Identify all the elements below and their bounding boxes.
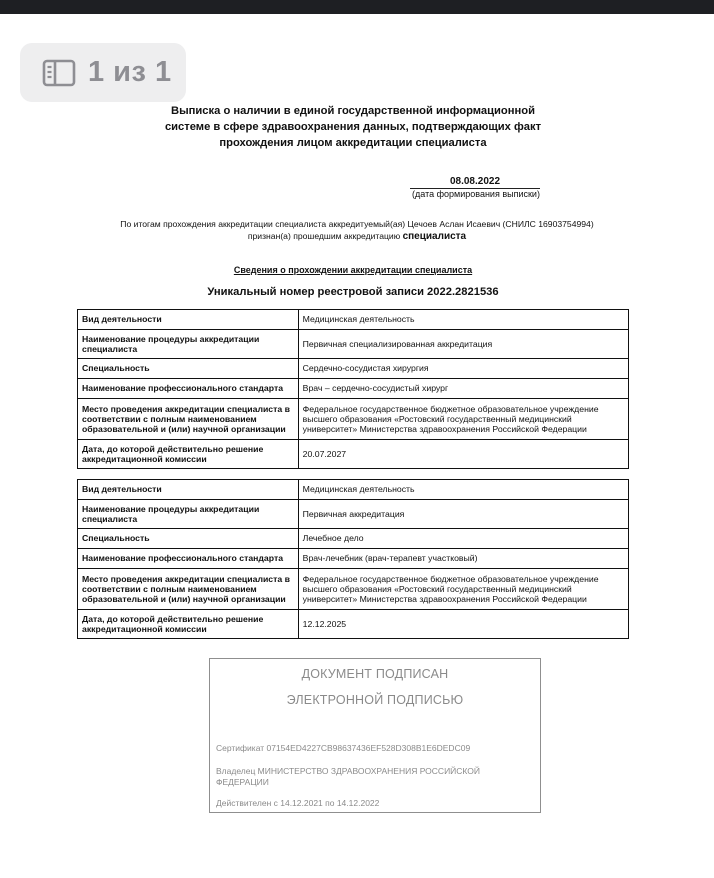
accreditation-table-1 [77, 309, 629, 469]
intro-text [60, 218, 654, 243]
row-value: Первичная аккредитация [298, 500, 628, 529]
row-label: Наименование процедуры аккредитации специалиста [78, 500, 299, 529]
row-label: Вид деятельности [78, 310, 299, 330]
signature-heading-2: ЭЛЕКТРОННОЙ ПОДПИСЬЮ [286, 693, 464, 707]
row-value: Врач-лечебник (врач-терапевт участковый) [298, 549, 628, 569]
row-label: Дата, до которой действительно решение аккредитационной комиссии [78, 610, 299, 639]
table-row [78, 399, 629, 440]
row-label: Наименование профессионального стандарта [78, 549, 299, 569]
row-value: Медицинская деятельность [298, 310, 628, 330]
title-line: системе в сфере здравоохранения данных, подтверждающих факт [164, 121, 542, 133]
row-value: Федеральное государственное бюджетное образовательное учреждение высшего образования «Ростовский государственный медицинский университет» Министерства здравоохранения Российской Федерации [298, 399, 628, 440]
table-row [78, 610, 629, 639]
table-row [78, 440, 629, 469]
signature-certificate: Сертификат 07154ED4227CB98637436EF528D308B1E6DEDC09 [216, 743, 471, 753]
accreditation-table-2 [77, 479, 629, 639]
row-value: Врач – сердечно-сосудистый хирург [298, 379, 628, 399]
page-counter[interactable] [20, 43, 186, 102]
statement-date-caption: (дата формирования выписки) [412, 189, 540, 199]
document-title [140, 103, 566, 151]
row-value: Первичная специализированная аккредитация [298, 330, 628, 359]
signature-owner: Владелец МИНИСТЕРСТВО ЗДРАВООХРАНЕНИЯ РОССИЙСКОЙ ФЕДЕРАЦИИ [216, 766, 481, 787]
table-row [78, 549, 629, 569]
row-label: Специальность [78, 359, 299, 379]
row-label: Специальность [78, 529, 299, 549]
electronic-signature-stamp [209, 658, 541, 813]
table-row [78, 529, 629, 549]
statement-date: 08.08.2022 [410, 176, 540, 189]
intro-line-2 [60, 230, 654, 243]
row-value: 12.12.2025 [298, 610, 628, 639]
row-value: Лечебное дело [298, 529, 628, 549]
table-row [78, 480, 629, 500]
intro-line-2-bold: специалиста [402, 231, 467, 242]
section-title: Сведения о прохождении аккредитации специалиста [233, 265, 473, 275]
row-label: Место проведения аккредитации специалиста в соответствии с полным наименованием образовательной и (или) научной организации [78, 569, 299, 610]
registry-number: Уникальный номер реестровой записи 2022.2821536 [207, 286, 499, 298]
row-label: Наименование процедуры аккредитации специалиста [78, 330, 299, 359]
row-label: Наименование профессионального стандарта [78, 379, 299, 399]
row-label: Вид деятельности [78, 480, 299, 500]
row-value: Федеральное государственное бюджетное образовательное учреждение высшего образования «Ростовский государственный медицинский университет» Министерства здравоохранения Российской Федерации [298, 569, 628, 610]
signature-heading-1: ДОКУМЕНТ ПОДПИСАН [301, 667, 449, 681]
table-row [78, 569, 629, 610]
table-row [78, 330, 629, 359]
intro-line-2-prefix: признан(а) прошедшим аккредитацию [247, 231, 401, 241]
row-value: Медицинская деятельность [298, 480, 628, 500]
signature-validity: Действителен с 14.12.2021 по 14.12.2022 [216, 798, 380, 808]
row-value: 20.07.2027 [298, 440, 628, 469]
row-label: Дата, до которой действительно решение аккредитационной комиссии [78, 440, 299, 469]
row-value: Сердечно-сосудистая хирургия [298, 359, 628, 379]
sidebar-icon[interactable] [42, 59, 76, 87]
table-row [78, 500, 629, 529]
table-row [78, 310, 629, 330]
title-line: прохождения лицом аккредитации специалиста [219, 137, 487, 149]
table-row [78, 359, 629, 379]
page-counter-label: 1 из 1 [88, 56, 172, 88]
intro-line-1: По итогам прохождения аккредитации специалиста аккредитуемый(ая) Цечоев Аслан Исаевич (СНИЛС 16903754994) [120, 219, 594, 229]
table-row [78, 379, 629, 399]
title-line: Выписка о наличии в единой государственной информационной [171, 105, 535, 117]
row-label: Место проведения аккредитации специалиста в соответствии с полным наименованием образовательной и (или) научной организации [78, 399, 299, 440]
